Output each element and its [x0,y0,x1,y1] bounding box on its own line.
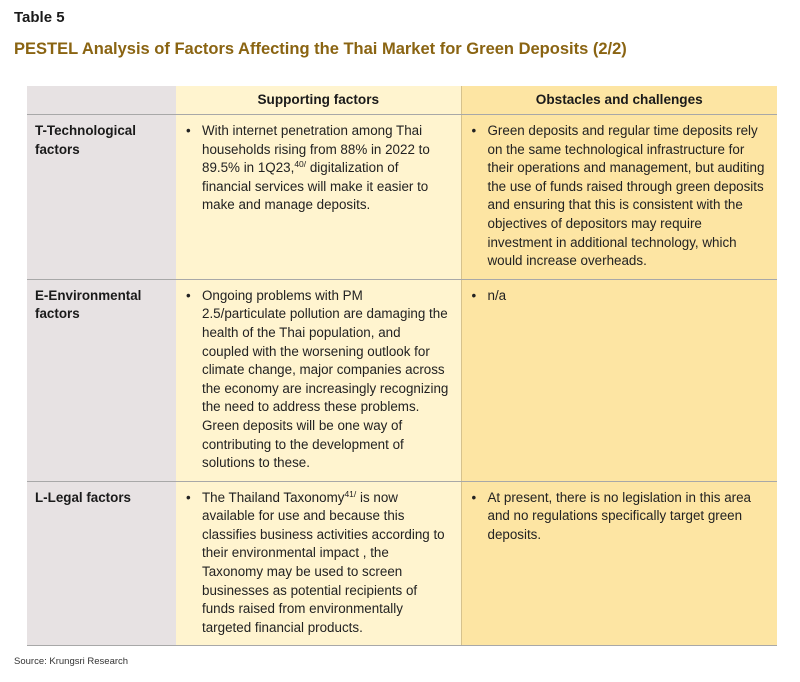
text-segment: With internet penetration among Thai households rising from 88% in 2022 to 89.5% in 1Q23, [202,123,430,176]
factor-legal [27,481,176,646]
bullet-text: At present, there is no legislation in this area and no regulations specifically target green deposits. [487,489,751,542]
header-factor [27,86,176,115]
factor-name: L-Legal factors [35,489,131,505]
table-label: Table 5 [14,9,65,26]
table-row [27,279,777,481]
bullet-text [202,122,451,215]
bullet-text: Green deposits and regular time deposits rely on the same technological infrastructure for their operations and management, but auditing the use of funds raised through green deposits and ensuring that this is consistent with the objectives of depositors may require investment in additional technology, which would increase overheads. [487,123,765,269]
bullet-item [186,489,451,638]
text-segment: The Thailand Taxonomy [202,489,345,505]
factor-name: T-Technological [35,123,136,138]
factor-name-suffix: factors [35,306,80,322]
bullet-point: • [471,123,477,138]
supporting-cell [176,481,461,646]
supporting-cell [176,279,461,481]
bullet-text: Ongoing problems with PM 2.5/particulate pollution are damaging the health of the Thai population, and coupled with the worsening outlook for climate change, major companies across the economy are increasingly recognizing the need to address these problems. Green deposits will be one way of contributing to the development of solutions to these. [202,287,449,471]
table-row [27,115,777,280]
bullet-item [186,287,451,473]
supporting-cell [176,115,461,280]
bullet-point: • [471,287,477,303]
bullet-item [472,489,768,545]
bullet-point: • [186,287,191,303]
obstacles-cell [461,115,777,280]
text-segment: is now available for use and because this classifies business activities according to their environmental impact , the Taxonomy may be used to screen businesses as potential recipients of funds raised from environmentally targeted financial products. [202,489,445,635]
text-segment: digitalization of financial services will make it easier to make and manage deposits. [202,160,429,213]
obstacles-cell [461,279,777,481]
bullet-item [472,122,768,271]
obstacles-cell [461,481,777,646]
header-supporting-factors: Supporting factors [176,86,461,115]
bullet-point: • [186,123,191,138]
bullet-text: n/a [487,287,507,303]
bullet-item [472,287,768,306]
header-row [27,86,777,115]
factor-environmental [27,279,176,481]
footnote-ref: 40/ [294,159,307,170]
table-row [27,481,777,646]
table-title: PESTEL Analysis of Factors Affecting the Thai Market for Green Deposits (2/2) [14,40,627,58]
bullet-item [186,122,451,215]
factor-technological [27,115,176,280]
pestel-table [27,86,777,646]
factor-name: E-Environmental [35,287,142,303]
bullet-text [202,489,451,638]
bullet-point: • [186,489,191,505]
source-note: Source: Krungsri Research [14,656,129,667]
footnote-ref: 41/ [344,488,357,499]
bullet-point: • [471,489,477,505]
factor-name-suffix: factors [35,141,80,157]
header-obstacles-challenges: Obstacles and challenges [461,86,777,115]
